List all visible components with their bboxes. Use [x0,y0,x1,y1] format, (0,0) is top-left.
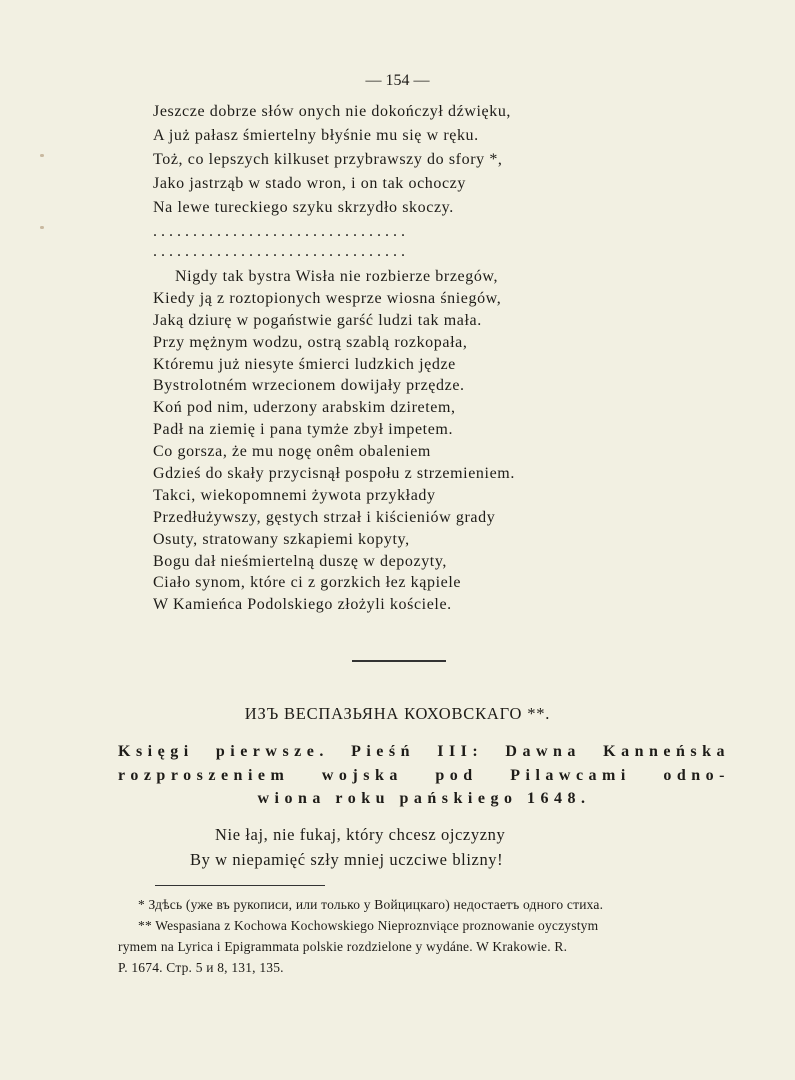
verse-line: Na lewe tureckiego szyku skrzydło skoczy. [153,199,454,216]
ellipsis-omission [153,222,409,262]
footnote: ** Wespasiana z Kochowa Kochowskiego Nieproznviące proznowanie oyczystym [138,918,599,933]
verse-line: Osuty, stratowany szkapiemi kopyty, [153,530,410,548]
verse-line: W Kamieńca Podolskiego złożyli kościele. [153,596,452,614]
verse-line: Jeszcze dobrze słów onych nie dokończył dźwięku, [153,103,512,120]
verse-line: Padł na ziemię i pana tymże zbył impetem. [153,421,454,439]
verse-line: Przy mężnym wodzu, ostrą szablą rozkopała, [153,333,468,351]
verse-line: Co gorsza, że mu nogę onêm obaleniem [153,443,431,461]
verse-line: Któremu już niesyte śmierci ludzkich jędze [153,355,456,373]
section-heading: ИЗЪ ВЕСПАЗЬЯНА КОХОВСКАГО **. [244,704,551,723]
verse-line: Bystrolotném wrzecionem dowijały przędze. [153,377,465,395]
title-line: Księgi pierwsze. Pieśń III: Dawna Kanneńska [118,743,730,760]
verse-line: By w niepamięć szły mniej uczciwe blizny! [190,850,504,869]
couplet [190,822,505,872]
dotted-line: ................................ [153,243,409,260]
paper-speck [40,154,44,157]
verse-line: Przedłużywszy, gęstych strzał i kiścieniów grady [153,508,496,526]
footnote-continuation: rymem na Lyrica i Epigrammata polskie rozdzielone y wydáne. W Krakowie. R. [118,939,568,954]
title-line: rozproszeniem wojska pod Pilawcami odno- [118,766,730,784]
verse-line: Nie łaj, nie fukaj, który chcesz ojczyzny [215,825,506,844]
section-title [118,740,730,811]
footnote-continuation: P. 1674. Стр. 5 и 8, 131, 135. [118,960,284,975]
verse-line: A już pałasz śmiertelny błyśnie mu się w ręku. [153,127,479,144]
section-divider [352,660,446,662]
verse-line: Koń pod nim, uderzony arabskim dziretem, [153,399,456,417]
verse-line: Gdzieś do skały przycisnął pospołu z strzemieniem. [153,465,515,483]
verse-line: Nigdy tak bystra Wisła nie rozbierze brzegów, [175,268,499,285]
footnotes [118,894,736,978]
poem-stanza-1 [153,100,511,220]
page-number: — 154 — [365,72,430,89]
paper-speck [40,226,44,229]
verse-line: Toż, co lepszych kilkuset przybrawszy do sfory *, [153,151,503,168]
verse-line: Jaką dziurę w pogaństwie garść ludzi tak mała. [153,311,482,329]
verse-line: Jako jastrząb w stado wron, i on tak ochoczy [153,175,466,192]
verse-line: Kiedy ją z roztopionych wesprze wiosna śniegów, [153,289,502,307]
dotted-line: ................................ [153,223,409,240]
footnote-rule [155,885,325,886]
title-line: wiona roku pańskiego 1648. [257,790,591,807]
footnote: * Здѣсь (уже въ рукописи, или только у Войцицкаго) недостаетъ одного стиха. [138,897,604,912]
verse-line: Bogu dał nieśmiertelną duszę w depozyty, [153,552,447,570]
verse-line: Ciało synom, które ci z gorzkich łez kąpiele [153,574,462,592]
poem-stanza-2 [153,266,515,616]
verse-line: Takci, wiekopomnemi żywota przykłady [153,486,436,504]
